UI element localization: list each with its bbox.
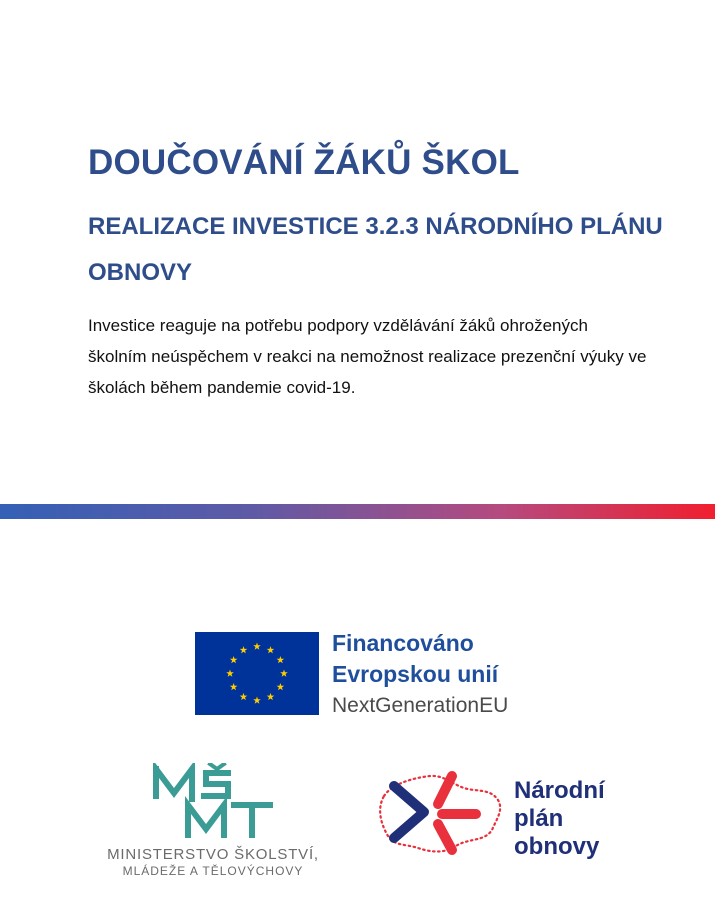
npo-name-line1: Národní <box>514 777 605 804</box>
document-subtitle: REALIZACE INVESTICE 3.2.3 NÁRODNÍHO PLÁNU OBNOVY <box>88 213 663 286</box>
npo-name-line3: obnovy <box>514 833 600 860</box>
msmt-name-line1: MINISTERSTVO ŠKOLSTVÍ, <box>107 846 319 863</box>
msmt-name-line2: MLÁDEŽE A TĚLOVÝCHOVY <box>122 864 304 878</box>
gradient-divider <box>0 504 715 519</box>
msmt-letter-m <box>156 769 192 799</box>
msmt-logo <box>150 763 275 841</box>
eu-flag-icon <box>195 632 319 715</box>
eu-funded-line2: Evropskou unií <box>332 661 499 687</box>
npo-logo-icon <box>372 766 508 858</box>
msmt-letter-s <box>204 773 228 796</box>
msmt-letter-m2 <box>188 805 224 835</box>
eu-nextgen-label: NextGenerationEU <box>332 694 509 717</box>
eu-funded-line1: Financováno <box>332 630 474 656</box>
npo-spoke-top <box>438 776 452 804</box>
npo-spoke-bottom <box>438 824 452 850</box>
npo-name-line2: plán <box>514 805 564 832</box>
document-title: DOUČOVÁNÍ ŽÁKŮ ŠKOL <box>88 143 520 182</box>
npo-chevron <box>394 786 424 838</box>
msmt-letter-t <box>234 805 270 835</box>
document-description: Investice reaguje na potřebu podpory vzdělávání žáků ohrožených školním neúspěchem v reakci na nemožnost realizace prezenční výuky ve školách během pandemie covid-19. <box>88 316 647 397</box>
msmt-hacek <box>210 764 224 769</box>
